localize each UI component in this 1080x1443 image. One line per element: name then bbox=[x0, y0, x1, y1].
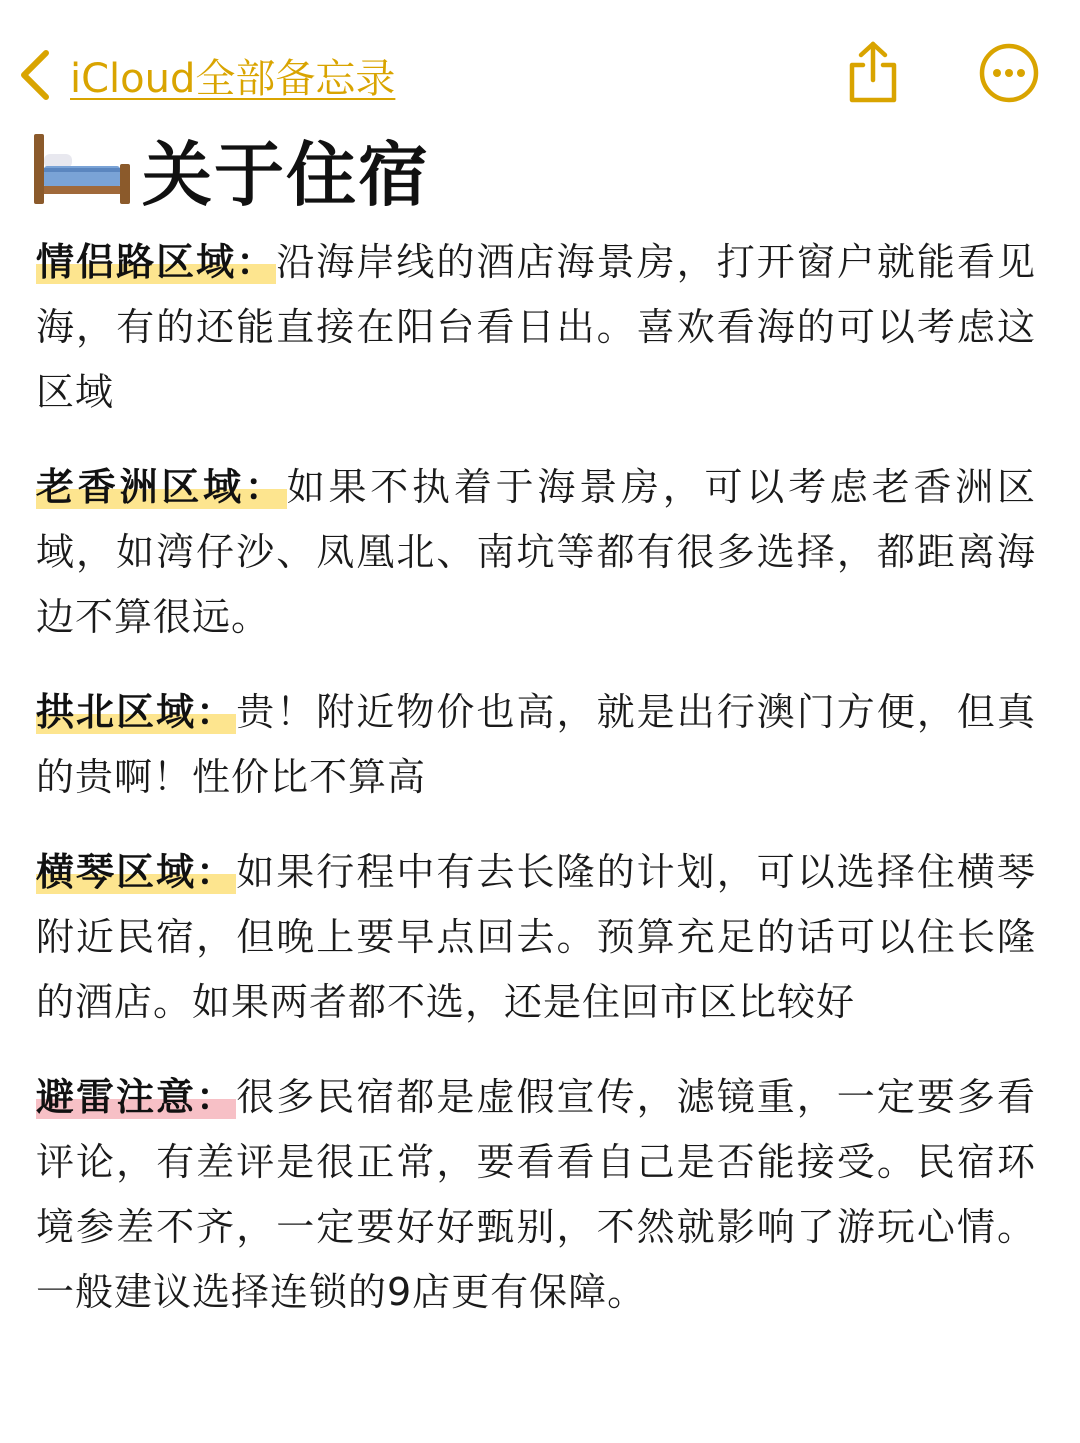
back-button[interactable] bbox=[18, 40, 395, 110]
section-text: 如果行程中有去长隆的计划，可以选择住横琴附近民宿，但晚上要早点回去。预算充足的话可以住长隆的酒店。如果两者都不选，还是住回市区比较好 bbox=[36, 850, 1036, 1024]
share-icon bbox=[842, 40, 904, 106]
note-title: 关于住宿 bbox=[142, 133, 430, 216]
ellipsis-circle-icon bbox=[978, 42, 1040, 104]
section-label: 情侣路区域： bbox=[36, 240, 277, 284]
section-text: 很多民宿都是虚假宣传，滤镜重，一定要多看评论，有差评是很正常，要看看自己是否能接受。民宿环境参差不齐，一定要好好甄别，不然就影响了游玩心情。一般建议选择连锁的9店更有保障。 bbox=[36, 1075, 1036, 1314]
note-body bbox=[36, 230, 1036, 1355]
section-text: 如果不执着于海景房，可以考虑老香洲区域，如湾仔沙、凤凰北、南坑等都有很多选择，都距离海边不算很远。 bbox=[36, 465, 1036, 639]
paragraph-laoxiangzhou bbox=[36, 455, 1036, 650]
paragraph-warning bbox=[36, 1065, 1036, 1325]
share-button[interactable] bbox=[842, 40, 904, 106]
chevron-left-icon bbox=[18, 49, 52, 101]
section-label: 老香洲区域： bbox=[36, 465, 287, 509]
bed-icon bbox=[30, 130, 134, 208]
section-text: 贵！附近物价也高，就是出行澳门方便，但真的贵啊！性价比不算高 bbox=[36, 690, 1036, 799]
section-label: 横琴区域： bbox=[36, 850, 237, 894]
paragraph-qinglvlu bbox=[36, 230, 1036, 425]
section-text: 沿海岸线的酒店海景房，打开窗户就能看见海，有的还能直接在阳台看日出。喜欢看海的可以考虑这区域 bbox=[36, 240, 1036, 414]
section-label-warning: 避雷注意： bbox=[36, 1075, 237, 1119]
more-button[interactable] bbox=[978, 42, 1040, 104]
note-title-row bbox=[30, 124, 430, 214]
navigation-bar bbox=[0, 0, 1080, 130]
back-label[interactable]: iCloud全部备忘录 bbox=[70, 55, 396, 102]
section-label: 拱北区域： bbox=[36, 690, 237, 734]
paragraph-hengqin bbox=[36, 840, 1036, 1035]
paragraph-gongbei bbox=[36, 680, 1036, 810]
